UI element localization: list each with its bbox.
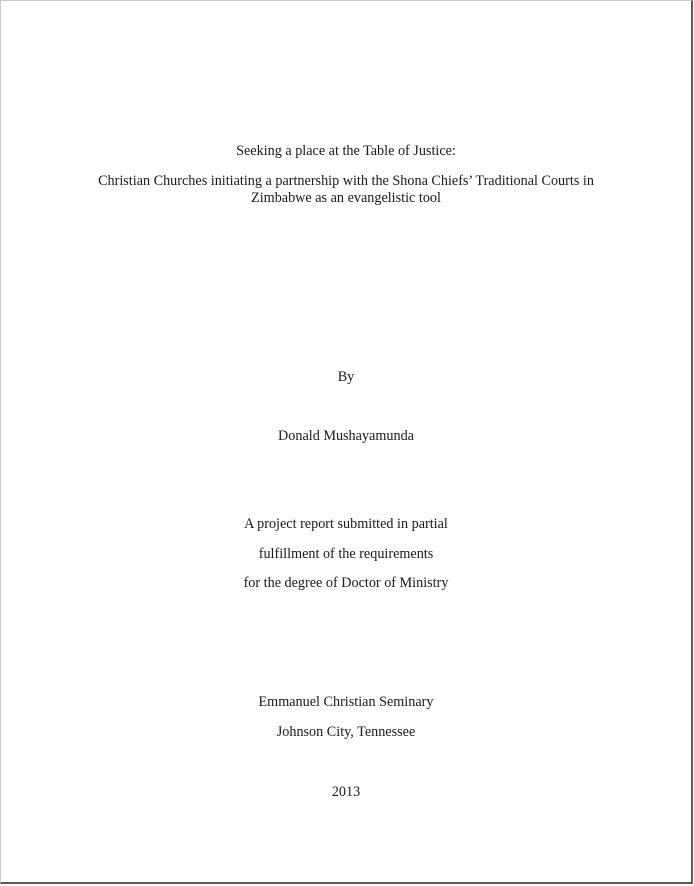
year: 2013 bbox=[331, 784, 361, 800]
institution-location: Johnson City, Tennessee bbox=[276, 724, 416, 740]
submission-line-2: fulfillment of the requirements bbox=[258, 546, 434, 562]
by-label: By bbox=[337, 369, 355, 385]
submission-line-1: A project report submitted in partial bbox=[244, 516, 448, 532]
author-name: Donald Mushayamunda bbox=[278, 428, 414, 444]
title-line-3: Zimbabwe as an evangelistic tool bbox=[251, 190, 441, 206]
submission-line-3: for the degree of Doctor of Ministry bbox=[243, 575, 449, 591]
title-line-2: Christian Churches initiating a partnership with the Shona Chiefs’ Traditional Courts in bbox=[98, 173, 594, 189]
title-line-1: Seeking a place at the Table of Justice: bbox=[236, 143, 456, 159]
institution-name: Emmanuel Christian Seminary bbox=[258, 694, 434, 710]
